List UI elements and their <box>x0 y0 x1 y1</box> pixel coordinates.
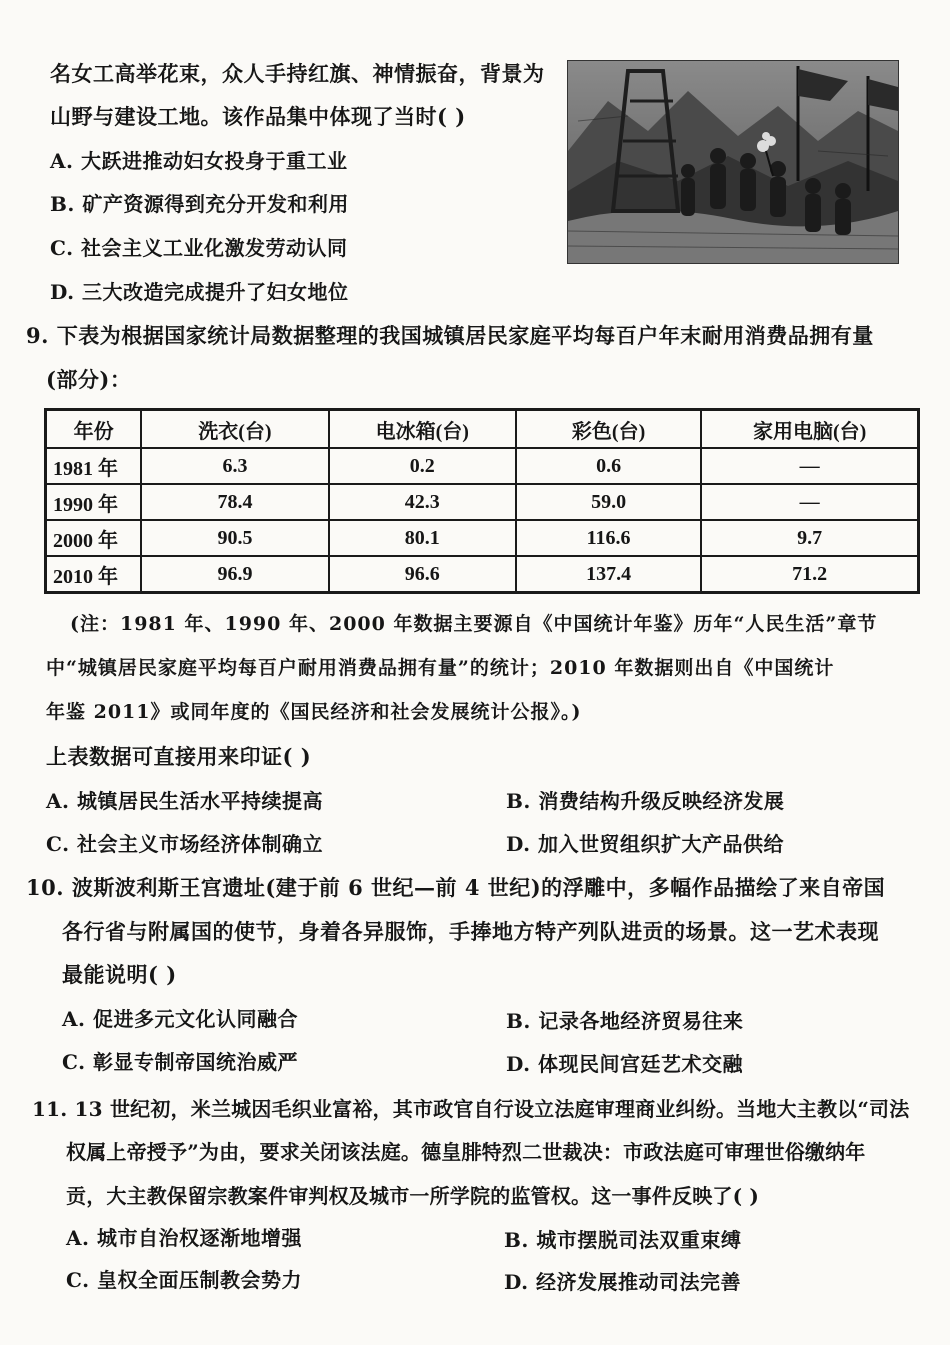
q9-note-line3: 年鉴 2011》或同年度的《国民经济和社会发展统计公报》。) <box>46 701 582 723</box>
q10-option-d: D. 体现民间宫廷艺术交融 <box>506 1052 744 1076</box>
header-washer: 洗衣(台) <box>141 410 328 449</box>
q11-option-c: C. 皇权全面压制教会势力 <box>66 1268 302 1292</box>
cell-washer: 96.9 <box>141 556 328 593</box>
cell-year: 1990 年 <box>46 484 142 520</box>
q10-option-c: C. 彰显专制帝国统治威严 <box>62 1050 298 1074</box>
cell-color-tv: 0.6 <box>516 448 701 484</box>
cell-color-tv: 137.4 <box>516 556 701 593</box>
q11-option-d: D. 经济发展推动司法完善 <box>504 1270 742 1294</box>
header-color-tv: 彩色(台) <box>516 410 701 449</box>
q9-option-b: B. 消费结构升级反映经济发展 <box>506 789 785 813</box>
cell-color-tv: 116.6 <box>516 520 701 556</box>
q8-option-b: B. 矿产资源得到充分开发和利用 <box>50 192 349 216</box>
q8-stem-line2: 山野与建设工地。该作品集中体现了当时( ) <box>50 104 466 129</box>
q8-stem-line1: 名女工高举花束，众人手持红旗、神情振奋，背景为 <box>50 61 545 86</box>
header-year: 年份 <box>46 410 142 449</box>
q9-note-line1: (注：1981 年、1990 年、2000 年数据主要源自《中国统计年鉴》历年“人民生活”章节 <box>70 613 878 635</box>
q10-option-b: B. 记录各地经济贸易往来 <box>506 1009 744 1033</box>
cell-fridge: 0.2 <box>329 448 516 484</box>
q11-option-a: A. 城市自治权逐渐地增强 <box>66 1226 302 1250</box>
q11-stem-line2: 权属上帝授予”为由，要求关闭该法庭。德皇腓特烈二世裁决：市政法庭可审理世俗缴纳年 <box>66 1140 866 1164</box>
cell-computer: — <box>701 484 918 520</box>
cell-year: 2000 年 <box>46 520 142 556</box>
cell-fridge: 96.6 <box>329 556 516 593</box>
q10-stem-line3: 最能说明( ) <box>62 962 177 987</box>
cell-computer: 71.2 <box>701 556 918 593</box>
table-row <box>46 484 919 520</box>
header-fridge: 电冰箱(台) <box>329 410 516 449</box>
artwork-image <box>567 60 899 264</box>
cell-washer: 90.5 <box>141 520 328 556</box>
q10-option-a: A. 促进多元文化认同融合 <box>62 1007 298 1031</box>
q8-option-c: C. 社会主义工业化激发劳动认同 <box>50 236 348 260</box>
cell-color-tv: 59.0 <box>516 484 701 520</box>
q10-stem-line1: 10. 波斯波利斯王宫遗址(建于前 6 世纪—前 4 世纪)的浮雕中，多幅作品描绘了来自帝国 <box>26 875 886 900</box>
q10-stem-line2: 各行省与附属国的使节，身着各异服饰，手捧地方特产列队进贡的场景。这一艺术表现 <box>62 919 879 944</box>
q9-stem-line1: 9. 下表为根据国家统计局数据整理的我国城镇居民家庭平均每百户年末耐用消费品拥有量 <box>26 323 874 348</box>
table-row <box>46 556 919 593</box>
q8-option-d: D. 三大改造完成提升了妇女地位 <box>50 280 349 304</box>
cell-washer: 6.3 <box>141 448 328 484</box>
q9-option-c: C. 社会主义市场经济体制确立 <box>46 832 323 856</box>
cell-fridge: 42.3 <box>329 484 516 520</box>
q11-stem-line3: 贡，大主教保留宗教案件审判权及城市一所学院的监管权。这一事件反映了( ) <box>66 1184 760 1208</box>
q9-note-line2: 中“城镇居民家庭平均每百户耐用消费品拥有量”的统计；2010 年数据则出自《中国统计 <box>46 657 835 679</box>
cell-computer: — <box>701 448 918 484</box>
table-row <box>46 520 919 556</box>
cell-fridge: 80.1 <box>329 520 516 556</box>
q11-stem-line1: 11. 13 世纪初，米兰城因毛织业富裕，其市政官自行设立法庭审理商业纠纷。当地大主教以“司法 <box>32 1097 910 1121</box>
consumer-goods-table <box>44 408 920 594</box>
cell-year: 1981 年 <box>46 448 142 484</box>
q11-option-b: B. 城市摆脱司法双重束缚 <box>504 1228 742 1252</box>
cell-washer: 78.4 <box>141 484 328 520</box>
header-computer: 家用电脑(台) <box>701 410 918 449</box>
q8-option-a: A. 大跃进推动妇女投身于重工业 <box>50 149 348 173</box>
q9-stem-line2: (部分)： <box>46 367 132 392</box>
q9-option-a: A. 城镇居民生活水平持续提高 <box>46 789 323 813</box>
q9-question: 上表数据可直接用来印证( ) <box>46 744 312 769</box>
q9-option-d: D. 加入世贸组织扩大产品供给 <box>506 832 785 856</box>
table-row <box>46 448 919 484</box>
cell-computer: 9.7 <box>701 520 918 556</box>
cell-year: 2010 年 <box>46 556 142 593</box>
table-header-row <box>46 410 919 449</box>
